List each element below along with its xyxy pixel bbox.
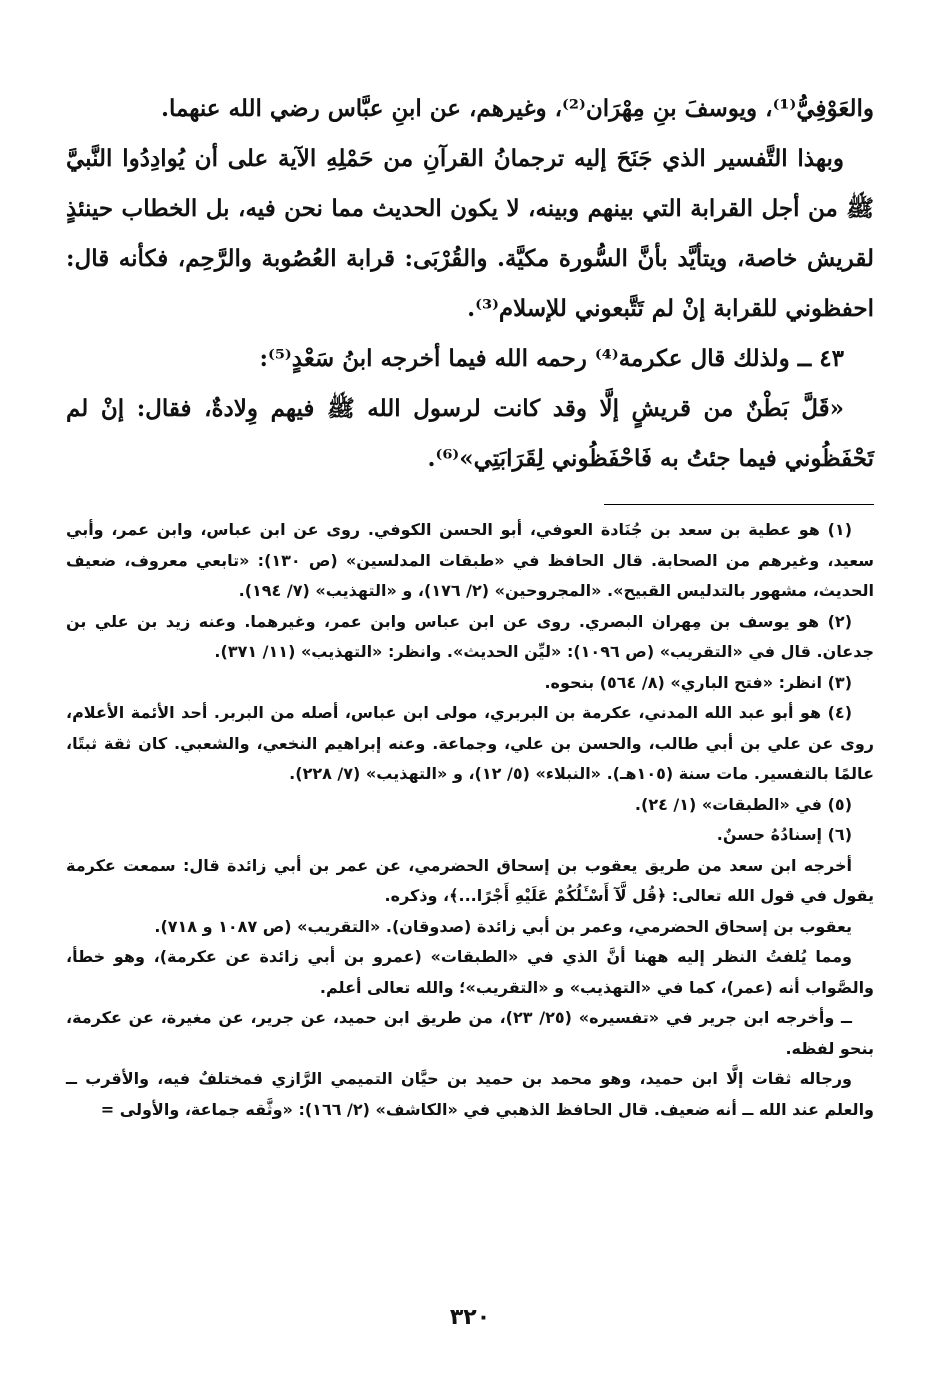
footnote-5: (٥) في «الطبقات» (١/ ٢٤).	[634, 794, 852, 814]
footnote-6: (٦) إسنادُهُ حسنٌ.	[716, 825, 852, 844]
footnote-1: (١) هو عطية بن سعد بن جُنَادة العوفي، أبو الحسن الكوفي. روى عن ابن عباس، وابن عمر، وأبي سعيد، وغيرهم من الصحابة. قال الحافظ في «طبقات المدلسين» (ص ١٣٠): «تابعي معروف، ضعيف الحديث، مشهور بالتدليس القبيح». «المجروحين» (٢/ ١٧٦)، و «التهذيب» (٧/ ١٩٤).	[66, 520, 874, 600]
footnote-3: (٣) انظر: «فتح الباري» (٨/ ٥٦٤) بنحوه.	[544, 672, 852, 692]
main-paragraph-hadith-text: «قَلَّ بَطْنٌ من قريشٍ إلَّا وقد كانت لرسول الله ﷺ فيهم وِلادةٌ، فقال: إنْ لم تَحْفَظُوني فيما جئتُ به فَاحْفَظُوني لِقَرَابَتِي»⁽⁶⁾.	[66, 395, 874, 472]
book-page	[66, 84, 874, 1374]
footnote-divider-wrap	[66, 484, 874, 515]
footnote-6-takhrij: أخرجه ابن سعد من طريق يعقوب بن إسحاق الحضرمي، عن عمر بن أبي زائدة قال: سمعت عكرمة يقول في قول الله تعالى: ﴿قُل لَّآ أَسْـَٔلُكُمْ عَلَيْهِ أَجْرًا...﴾، وذكره.	[66, 855, 874, 905]
footnote-6-note: ومما يُلفتُ النظر إليه ههنا أنَّ الذي في «الطبقات» (عمرو بن أبي زائدة عن عكرمة)، وهو خطأ، والصَّواب أنه (عمر)، كما في «التهذيب» و «التقريب»؛ والله تعالى أعلم.	[66, 947, 874, 997]
page-number: ٣٢٠	[449, 1305, 491, 1330]
main-paragraph-hadith-intro: ٤٣ ــ ولذلك قال عكرمة⁽⁴⁾ رحمه الله فيما أخرجه ابنُ سَعْدٍ⁽⁵⁾:	[259, 345, 844, 372]
main-paragraph-2: وبهذا التَّفسير الذي جَنَحَ إليه ترجمانُ القرآنِ من حَمْلِهِ الآية على أن يُوادِدُوا النَّبيَّ ﷺ من أجل القرابة التي بينهم وبينه، لا يكون الحديث مما نحن فيه، بل الخطاب حينئذٍ لقريش خاصة، ويتأيَّد بأنَّ السُّورة مكيَّة. والقُرْبَى: قرابة العُصُوبة والرَّحِم، فكأنه قال: احفظوني للقرابة إنْ لم تَتَّبعوني للإسلام⁽³⁾.	[66, 145, 874, 322]
main-paragraph-1: والعَوْفِيُّ⁽¹⁾، ويوسفَ بنِ مِهْرَان⁽²⁾، وغيرهم، عن ابنِ عبَّاس رضي الله عنهما.	[160, 95, 874, 122]
footnotes-section	[66, 515, 874, 1125]
footnote-divider	[604, 504, 874, 505]
footnote-2: (٢) هو يوسف بن مِهران البصري. روى عن ابن عباس وابن عمر، وغيرهما. وعنه زيد بن علي بن جدعان. قال في «التقريب» (ص ١٠٩٦): «ليِّن الحديث». وانظر: «التهذيب» (١١/ ٣٧١).	[66, 611, 874, 661]
footnote-4: (٤) هو أبو عبد الله المدني، عكرمة بن البربري، مولى ابن عباس، أصله من البربر. أحد الأئمة الأعلام، روى عن علي بن أبي طالب، والحسن بن علي، وجماعة. وعنه إبراهيم النخعي، والشعبي. كان ثقة ثبتًا، عالمًا بالتفسير. مات سنة (١٠٥هـ). «النبلاء» (٥/ ١٢)، و «التهذيب» (٧/ ٢٢٨).	[66, 703, 874, 783]
footnote-6-narrators: يعقوب بن إسحاق الحضرمي، وعمر بن أبي زائدة (صدوقان). «التقريب» (ص ١٠٨٧ و ٧١٨).	[154, 916, 852, 936]
footnote-6-ibn-jarir: ــ وأخرجه ابن جرير في «تفسيره» (٢٥/ ٢٣)، من طريق ابن حميد، عن جرير، عن مغيرة، عن عكرمة، بنحو لفظه.	[66, 1008, 874, 1058]
footnote-6-ibn-humaid: ورجاله ثقات إلَّا ابن حميد، وهو محمد بن حميد بن حيَّان التميمي الرَّازي فمختلفٌ فيه، والأقرب ــ والعلم عند الله ــ أنه ضعيف. قال الحافظ الذهبي في «الكاشف» (٢/ ١٦٦): «وثَّقه جماعة، والأولى =	[66, 1069, 874, 1119]
